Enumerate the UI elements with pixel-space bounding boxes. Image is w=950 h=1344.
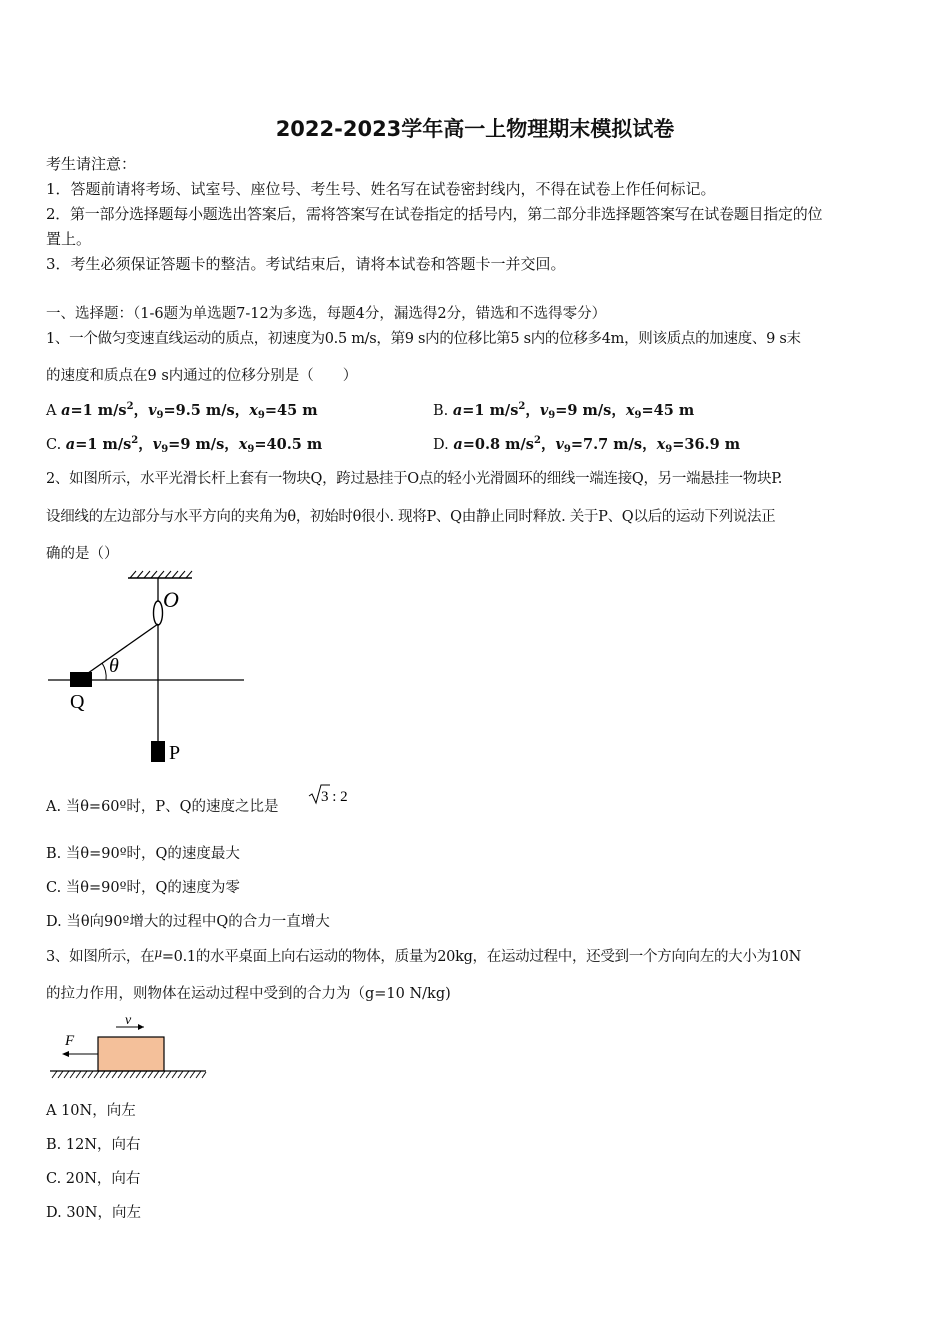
q1-option-d[interactable]: D. a=0.8 $m/s^2$，$v_9=7.7$ m/s，$x_9=36.9$ m — [433, 435, 741, 455]
q3-stem-line1b: =0.1的水平桌面上向右运动的物体，质量为20kg，在运动过程中，还受到一个方向向左的大小为10N — [161, 949, 801, 965]
mu-symbol: μ — [154, 946, 162, 960]
q2-stem-line2: 设细线的左边部分与水平方向的夹角为θ，初始时θ很小. 现将P、Q由静止同时释放. 关于P、Q以后的运动下列说法正 — [46, 509, 776, 525]
q2-option-d[interactable]: D. 当θ向90º增大的过程中Q的合力一直增大 — [46, 914, 330, 930]
block-figure — [46, 1010, 210, 1084]
q3-option-c[interactable]: C. 20N，向右 — [46, 1171, 141, 1187]
label-theta: θ — [109, 655, 119, 677]
ratio-text: 3 : 2 — [321, 789, 348, 805]
q2-option-b[interactable]: B. 当θ=90º时，Q的速度最大 — [46, 846, 240, 862]
q1-stem-line1: 1、一个做匀变速直线运动的质点，初速度为0.5 m/s，第9 s内的位移比第5 s内的位移多4m，则该质点的加速度、9 s末 — [46, 331, 801, 347]
page-title: 2022-2023学年高一上物理期末模拟试卷 — [275, 117, 675, 141]
q3-option-d[interactable]: D. 30N，向左 — [46, 1205, 141, 1221]
sqrt-ratio — [308, 783, 356, 807]
notice-item: 3．考生必须保证答题卡的整洁。考试结束后，请将本试卷和答题卡一并交回。 — [46, 255, 566, 273]
label-p: P — [169, 742, 181, 764]
q2-option-c[interactable]: C. 当θ=90º时，Q的速度为零 — [46, 880, 240, 896]
pulley-figure — [46, 570, 250, 766]
q3-option-b[interactable]: B. 12N，向右 — [46, 1137, 141, 1153]
q2-stem-line1: 2、如图所示，水平光滑长杆上套有一物块Q，跨过悬挂于O点的轻小光滑圆环的细线一端连接Q，另一端悬挂一物块P. — [46, 471, 783, 487]
notice-heading: 考生请注意： — [46, 155, 137, 173]
label-f: F — [65, 1033, 75, 1049]
q1-option-a[interactable]: A a=1 $m/s^2$，$v_9=9.5$ m/s，$x_9=45$ m — [46, 401, 318, 421]
q2-option-a[interactable]: A. 当θ=60º时，P、Q的速度之比是 — [46, 799, 279, 815]
q2-stem-line3: 确的是（） — [46, 546, 119, 562]
q1-option-b[interactable]: B. a=1 $m/s^2$，$v_9=9$ m/s，$x_9=45$ m — [433, 401, 695, 421]
notice-item: 置上。 — [46, 230, 92, 248]
q3-option-a[interactable]: A 10N，向左 — [46, 1103, 136, 1119]
label-o: O — [163, 587, 179, 612]
notice-item: 2．第一部分选择题每小题选出答案后，需将答案写在试卷指定的括号内，第二部分非选择题答案写在试卷题目指定的位 — [46, 205, 823, 223]
section-heading: 一、选择题：（1-6题为单选题7-12为多选，每题4分，漏选得2分，错选和不选得零分） — [46, 306, 607, 322]
q3-stem-line2: 的拉力作用，则物体在运动过程中受到的合力为（g=10 N/kg) — [46, 986, 451, 1002]
q3-stem-line1a: 3、如图所示，在 — [46, 949, 155, 965]
label-q: Q — [70, 691, 85, 713]
notice-item: 1．答题前请将考场、试室号、座位号、考生号、姓名写在试卷密封线内，不得在试卷上作任何标记。 — [46, 180, 716, 198]
q1-option-c[interactable]: C. a=1 $m/s^2$，$v_9=9$ m/s，$x_9=40.5$ m — [46, 435, 323, 455]
label-v: v — [125, 1013, 132, 1028]
q1-stem-line2: 的速度和质点在9 s内通过的位移分别是（ ） — [46, 368, 358, 384]
